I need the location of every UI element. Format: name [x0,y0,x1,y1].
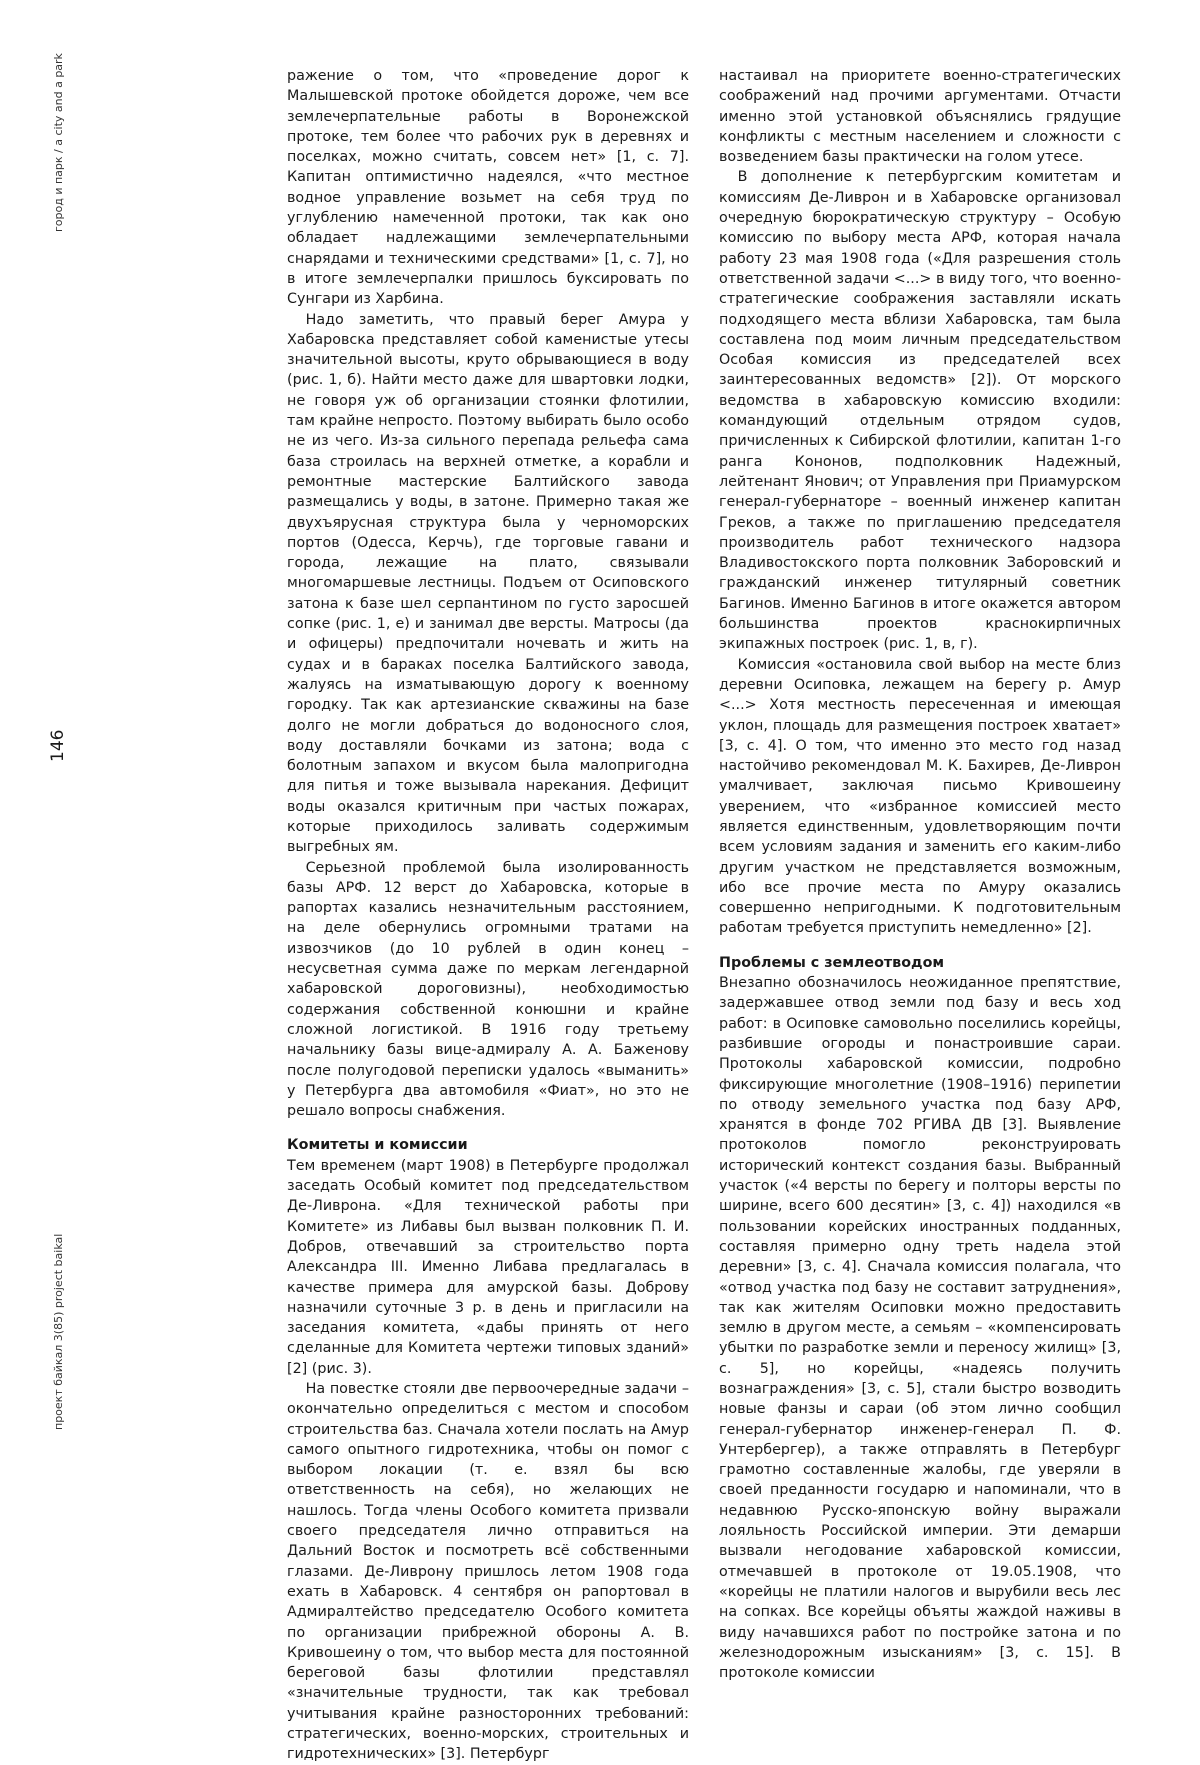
journal-title: проект байкал 3(85) project baikal [52,1234,65,1430]
right-column [719,66,1121,1683]
left-column [287,66,689,1765]
paragraph: В дополнение к петербургским комитетам и комиссиям Де-Ливрон и в Хабаровске организовал очередную бюрократическую структуру – Особую комиссию по выбору места АРФ, которая начала работу 23 мая 1908 года («Для разрешения столь ответственной задачи <...> в виду того, что военно-стратегические соображения заставляли искать подходящего места вблизи Хабаровска, там была составлена под моим личным председательством Особая комиссия из председателей всех заинтересованных ведомств» [2]). От морского ведомства в хабаровскую комиссию входили: командующий отдельным отрядом судов, причисленных к Сибирской флотилии, капитан 1-го ранга Кононов, подполковник Надежный, лейтенант Янович; от Управления при Приамурском генерал-губернаторе – военный инженер капитан Греков, а также по приглашению председателя производитель работ технического надзора Владивостокского порта полковник Заборовский и гражданский инженер титулярный советник Багинов. Именно Багинов в итоге окажется автором большинства проектов краснокирпичных экипажных построек (рис. 1, в, г). [719,167,1121,654]
paragraph: настаивал на приоритете военно-стратегических соображений над прочими аргументами. Отчасти именно этой установкой объяснялись грядущие конфликты с местным населением и сложности с возведением базы практически на голом утесе. [719,66,1121,167]
paragraph: Надо заметить, что правый берег Амура у Хабаровска представляет собой каменистые утесы значительной высоты, круто обрывающиеся в воду (рис. 1, б). Найти место даже для швартовки лодки, не говоря уж об организации стоянки флотилии, там крайне непросто. Поэтому выбирать было особо не из чего. Из-за сильного перепада рельефа сама база строилась на верхней отметке, а корабли и ремонтные мастерские Балтийского завода размещались у воды, в затоне. Примерно такая же двухъярусная структура была у черноморских портов (Одесса, Керчь), где торговые гавани и города, лежащие на плато, связывали многомаршевые лестницы. Подъем от Осиповского затона к базе шел серпантином по густо заросшей сопке (рис. 1, е) и занимал две версты. Матросы (да и офицеры) предпочитали ночевать и жить на судах и в бараках поселка Балтийского завода, жалуясь на изматывающую дорогу к военному городку. Так как артезианские скважины на базе долго не могли добраться до водоносного слоя, воду доставляли бочками из затона; вода с болотным запахом и вкусом была малопригодна для питья и тоже вызывала нарекания. Дефицит воды оказался критичным при частых пожарах, которые приходилось заливать содержимым выгребных ям. [287,310,689,858]
paragraph: Комиссия «остановила свой выбор на месте близ деревни Осиповка, лежащем на берегу р. Амур <...> Хотя местность пересеченная и имеющая уклон, площадь для размещения построек хватает» [3, с. 4]. О том, что именно это место год назад настойчиво рекомендовал М. К. Бахирев, Де-Ливрон умалчивает, заключая письмо Кривошеину уверением, что «избранное комиссией место является единственным, удовлетворяющим почти всем условиям задания и заменить его каким-либо другим участком не представляется возможным, ибо все прочие места по Амуру оказались совершенно непригодными. К подготовительным работам требуется приступить немедленно» [2]. [719,655,1121,939]
page-number: 146 [48,730,68,762]
paragraph: Внезапно обозначилось неожиданное препятствие, задержавшее отвод земли под базу и весь ход работ: в Осиповке самовольно поселились корейцы, разбившие огороды и понастроившие сараи. Протоколы хабаровской комиссии, подробно фиксирующие многолетние (1908–1916) перипетии по отводу земельного участка под базу АРФ, хранятся в фонде 702 РГИВА ДВ [3]. Выявление протоколов помогло реконструировать исторический контекст создания базы. Выбранный участок («4 версты по берегу и полторы версты по ширине, всего 600 десятин» [3, с. 4]) находился «в пользовании корейских иностранных подданных, составляя примерно одну треть надела этой деревни» [3, с. 4]. Сначала комиссия полагала, что «отвод участка под базу не составит затруднения», так как жителям Осиповки можно предоставить землю в другом месте, а семьям – «компенсировать убытки по разработке земли и переносу жилищ» [3, с. 5], но корейцы, «надеясь получить вознаграждения» [3, с. 5], стали быстро возводить новые фанзы и сараи (об этом лично сообщил генерал-губернатор инженер-генерал П. Ф. Унтербергер), а также отправлять в Петербург грамотно составленные жалобы, где уверяли в своей преданности государю и напоминали, что в недавнюю Русско-японскую войну выражали лояльность Российской империи. Эти демарши вызвали негодование хабаровской комиссии, отмечавшей в протоколе от 19.05.1908, что «корейцы не платили налогов и вырубили весь лес на сопках. Все корейцы объяты жаждой наживы в виду начавшихся работ по постройке затона и по железнодорожным изысканиям» [3, с. 15]. В протоколе комиссии [719,973,1121,1683]
paragraph: Тем временем (март 1908) в Петербурге продолжал заседать Особый комитет под председательством Де-Ливрона. «Для технической работы при Комитете» из Либавы был вызван полковник П. И. Добров, отвечавший за строительство порта Александра III. Именно Либава предлагалась в качестве примера для амурской базы. Доброву назначили суточные 3 р. в день и пригласили на заседания комитета, «дабы принять от него сделанные для Комитета чертежи типовых зданий» [2] (рис. 3). [287,1156,689,1379]
running-head: город и парк / a city and a park [52,53,65,232]
paragraph: Серьезной проблемой была изолированность базы АРФ. 12 верст до Хабаровска, которые в рапортах казались незначительным расстоянием, на деле обернулись огромными тратами на извозчиков (до 10 рублей в один конец – несусветная сумма даже по меркам легендарной хабаровской дороговизны), необходимостью содержания собственной конюшни и крайне сложной логистикой. В 1916 году третьему начальнику базы вице-адмиралу А. А. Баженову после полугодовой переписки удалось «выманить» у Петербурга два автомобиля «Фиат», но это не решало вопросы снабжения. [287,858,689,1122]
paragraph: ражение о том, что «проведение дорог к Малышевской протоке обойдется дороже, чем все землечерпательные работы в Воронежской протоке, тем более что рабочих рук в деревнях и поселках, можно считать, совсем нет» [1, с. 7]. Капитан оптимистично надеялся, «что местное водное управление возьмет на себя труд по углублению намеченной протоки, так как оно обладает надлежащими землечерпательными снарядами и техническими средствами» [1, с. 7], но в итоге землечерпалки пришлось буксировать по Сунгари из Харбина. [287,66,689,310]
section-heading: Проблемы с землеотводом [719,953,1121,973]
section-heading: Комитеты и комиссии [287,1135,689,1155]
paragraph: На повестке стояли две первоочередные задачи – окончательно определиться с местом и способом строительства баз. Сначала хотели послать на Амур самого опытного гидротехника, чтобы он помог с выбором локации (т. е. взял бы всю ответственность на себя), но желающих не нашлось. Тогда члены Особого комитета призвали своего председателя лично отправиться на Дальний Восток и посмотреть всё собственными глазами. Де-Ливрону пришлось летом 1908 года ехать в Хабаровск. 4 сентября он рапортовал в Адмиралтейство председателю Особого комитета по организации прибрежной обороны А. В. Кривошеину о том, что выбор места для постоянной береговой базы флотилии представлял «значительные трудности, так как требовал учитывания крайне разносторонних требований: стратегических, военно-морских, строительных и гидротехнических» [3]. Петербург [287,1379,689,1765]
